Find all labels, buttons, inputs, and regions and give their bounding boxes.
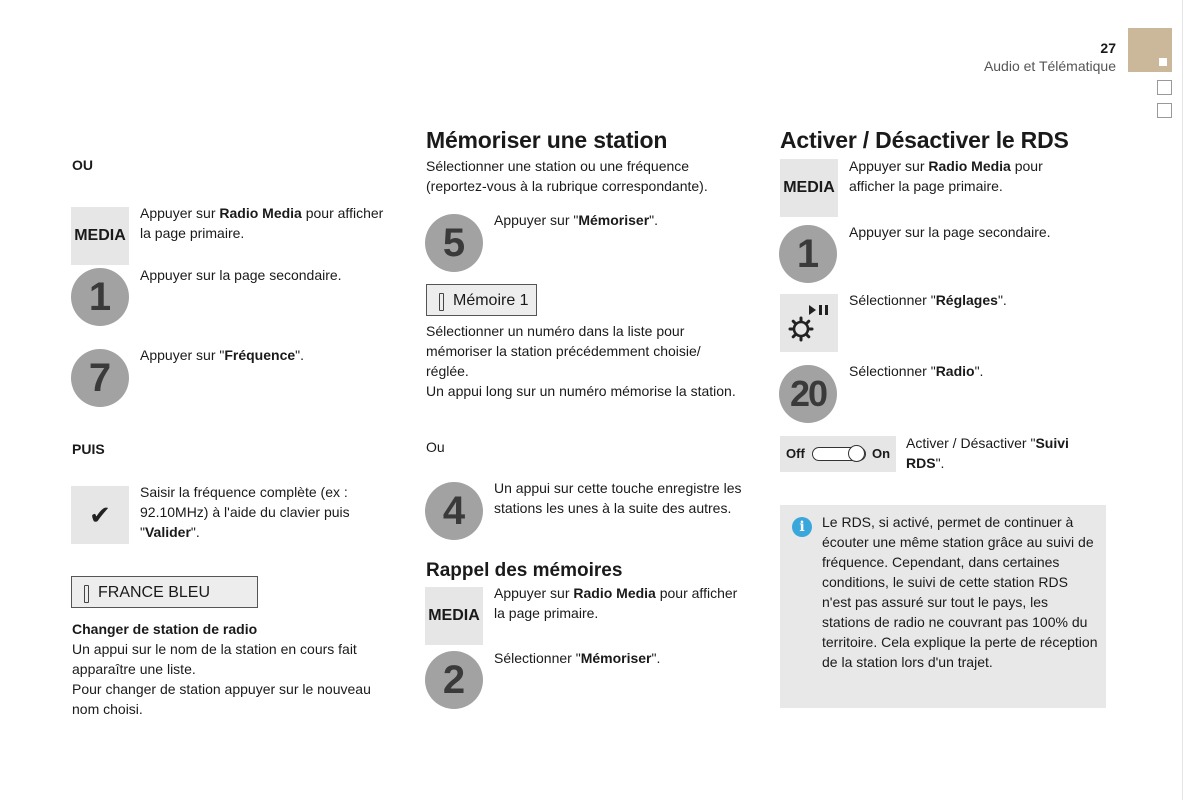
- tab-marker: [1159, 58, 1167, 66]
- toggle-knob: [848, 445, 865, 462]
- step-media-text: Appuyer sur Radio Media pour afficher la page primaire.: [140, 205, 384, 241]
- step-7-icon: 7: [71, 349, 129, 407]
- toggle-off-label: Off: [786, 446, 805, 461]
- rds-toggle-text: Activer / Désactiver "Suivi RDS".: [906, 435, 1069, 471]
- step-1-text: Appuyer sur la page secondaire.: [140, 267, 342, 283]
- memorize-select-block: Sélectionner un numéro dans la liste pour mémoriser la station précédemment choisie/ réglée. Un appui long sur un numéro mémorise la station.: [426, 323, 736, 399]
- media-icon: MEDIA: [780, 159, 838, 217]
- step-4-icon: 4: [425, 482, 483, 540]
- info-box: [780, 505, 1106, 708]
- page-number: 27: [1100, 40, 1116, 56]
- change-station-text-1: Un appui sur le nom de la station en cours fait apparaître une liste.: [72, 641, 357, 677]
- rds-step-1-text: Appuyer sur la page secondaire.: [849, 224, 1051, 240]
- step-4-text: Un appui sur cette touche enregistre les stations les unes à la suite des autres.: [494, 480, 742, 516]
- step-2-text: Sélectionner "Mémoriser".: [494, 650, 661, 666]
- media-icon: MEDIA: [71, 207, 129, 265]
- step-validate-text: Saisir la fréquence complète (ex : 92.10MHz) à l'aide du clavier puis "Valider".: [140, 484, 350, 540]
- step-1-icon: 1: [71, 268, 129, 326]
- step-7-text: Appuyer sur "Fréquence".: [140, 347, 305, 363]
- step-5-text: Appuyer sur "Mémoriser".: [494, 212, 659, 228]
- nav-square-1: [1157, 80, 1172, 95]
- rds-radio-text: Sélectionner "Radio".: [849, 363, 984, 379]
- step-1-icon: 1: [779, 225, 837, 283]
- rds-toggle: [780, 436, 896, 472]
- recall-media-text: Appuyer sur Radio Media pour afficher la page primaire.: [494, 585, 738, 621]
- puis-label: PUIS: [72, 441, 105, 457]
- button-bar-icon: [84, 585, 89, 603]
- ou-text: Ou: [426, 439, 445, 455]
- memorize-title: Mémoriser une station: [426, 127, 668, 153]
- memory-button: Mémoire 1: [426, 284, 537, 316]
- station-button: FRANCE BLEU: [71, 576, 258, 608]
- rds-settings-text: Sélectionner "Réglages".: [849, 292, 1007, 308]
- info-text: Le RDS, si activé, permet de continuer à écouter une même station grâce au suivi de fréquence. Cependant, dans certaines conditions, le suivi de cette station RDS n'est pas assuré sur tout le pays, les stations de radio ne couvrant pas 100% du territoire. Cela explique la perte de réception de la station lors d'un trajet.: [822, 514, 1098, 670]
- button-bar-icon: [439, 293, 444, 311]
- media-icon: MEDIA: [425, 587, 483, 645]
- change-station-text-2: Pour changer de station appuyer sur le nouveau nom choisi.: [72, 681, 371, 717]
- rds-media-text: Appuyer sur Radio Media pour afficher la page primaire.: [849, 158, 1043, 194]
- chapter-tab: [1128, 28, 1172, 72]
- check-icon: ✔: [71, 486, 129, 544]
- change-station-title: Changer de station de radio: [72, 621, 258, 637]
- change-station-block: [72, 619, 392, 719]
- rds-title: Activer / Désactiver le RDS: [780, 127, 1069, 153]
- step-2-icon: 2: [425, 651, 483, 709]
- info-icon: i: [792, 517, 812, 537]
- gear-icon: [780, 294, 838, 352]
- toggle-on-label: On: [872, 446, 891, 461]
- ou-label: OU: [72, 157, 93, 173]
- nav-square-2: [1157, 103, 1172, 118]
- step-5-icon: 5: [425, 214, 483, 272]
- section-title: Audio et Télématique: [983, 58, 1116, 74]
- memorize-intro: Sélectionner une station ou une fréquence (reportez-vous à la rubrique correspondante).: [426, 158, 708, 194]
- step-20-icon: 20: [779, 365, 837, 423]
- page-edge-line: [1182, 0, 1183, 800]
- recall-title: Rappel des mémoires: [426, 560, 623, 581]
